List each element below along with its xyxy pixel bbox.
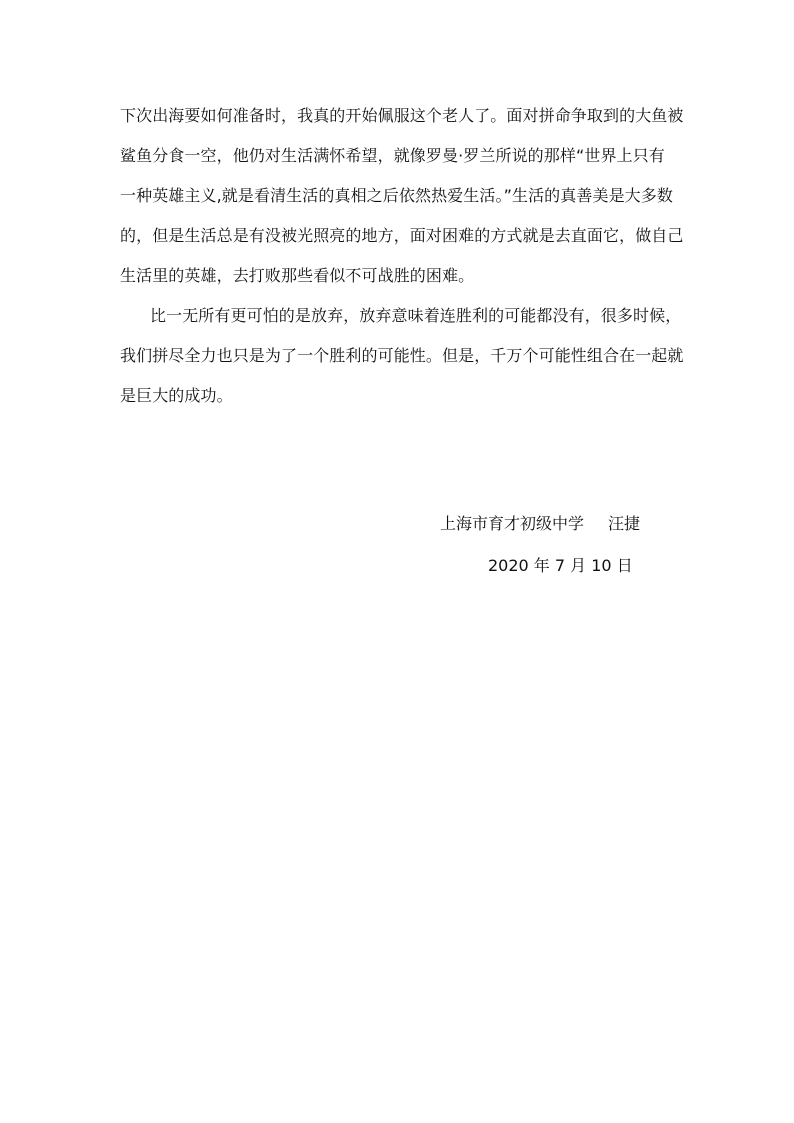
paragraph1-line-4: 的，但是生活总是有没被光照亮的地方，面对困难的方式就是去直面它，做自己 — [120, 226, 684, 245]
paragraph1-line-1: 下次出海要如何准备时，我真的开始佩服这个老人了。面对拼命争取到的大鱼被 — [120, 106, 684, 125]
signature-date: 2020 年 7 月 10 日 — [488, 556, 633, 575]
signature-school: 上海市育才初级中学 — [440, 514, 585, 533]
paragraph1-line-3: 一种英雄主义,就是看清生活的真相之后依然热爱生活。”生活的真善美是大多数 — [120, 186, 673, 205]
paragraph1-line-2: 鲨鱼分食一空，他仍对生活满怀希望，就像罗曼·罗兰所说的那样“世界上只有 — [120, 146, 665, 165]
paragraph1-line-5: 生活里的英雄，去打败那些看似不可战胜的困难。 — [120, 266, 475, 285]
paragraph2-line-3: 是巨大的成功。 — [120, 386, 233, 405]
signature-author: 汪捷 — [608, 514, 641, 533]
paragraph2-line-1: 比一无所有更可怕的是放弃，放弃意味着连胜利的可能都没有，很多时候， — [150, 306, 682, 325]
paragraph2-line-2: 我们拼尽全力也只是为了一个胜利的可能性。但是，千万个可能性组合在一起就 — [120, 346, 684, 365]
